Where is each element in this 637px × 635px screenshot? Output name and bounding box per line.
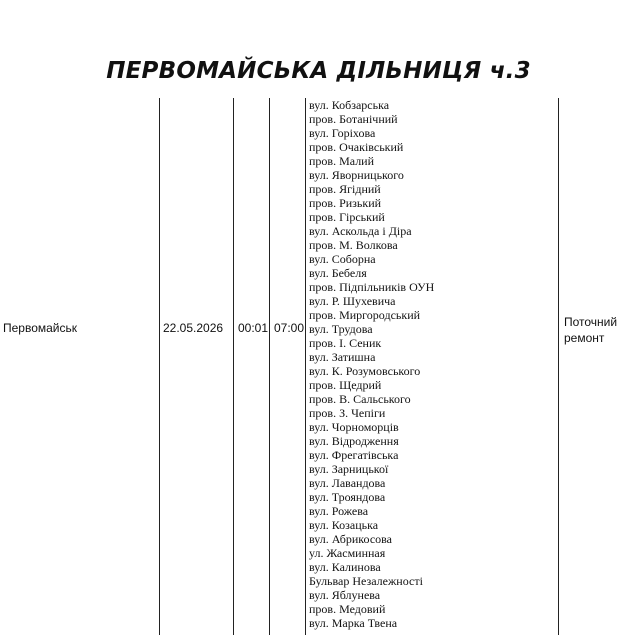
street-item: вул. Яблунева: [309, 588, 381, 602]
street-item: вул. Козацька: [309, 518, 379, 532]
street-item: пров. М. Волкова: [309, 238, 398, 252]
street-item: пров. Щедрий: [309, 378, 382, 392]
street-item: вул. Чорноморців: [309, 420, 399, 434]
street-item: вул. Зарницької: [309, 462, 389, 476]
street-item: пров. І. Сеник: [309, 336, 382, 350]
street-item: вул. К. Розумовського: [309, 364, 421, 378]
street-item: вул. Яворницького: [309, 168, 404, 182]
reason-cell: [564, 314, 617, 346]
street-item: вул. Абрикосова: [309, 532, 392, 546]
column-divider: [305, 98, 306, 635]
street-item: вул. Горіхова: [309, 126, 376, 140]
street-list: [309, 98, 555, 630]
page-title: ПЕРВОМАЙСЬКА ДІЛЬНИЦЯ ч.3: [106, 58, 531, 84]
column-divider: [269, 98, 270, 635]
time-to-cell: 07:00: [274, 321, 305, 335]
street-item: вул. Рожева: [309, 504, 369, 518]
street-item: вул. Фрегатівська: [309, 448, 399, 462]
street-item: ул. Жасминная: [309, 546, 386, 560]
street-item: вул. Відродження: [309, 434, 399, 448]
street-item: пров. Ягідний: [309, 182, 381, 196]
street-item: пров. Медовий: [309, 602, 386, 616]
street-item: пров. Гірський: [309, 210, 385, 224]
column-divider: [159, 98, 160, 635]
street-item: пров. Очаківський: [309, 140, 404, 154]
street-item: вул. Р. Шухевича: [309, 294, 396, 308]
street-item: вул. Калинова: [309, 560, 381, 574]
street-item: вул. Затишна: [309, 350, 376, 364]
street-item: пров. З. Чепіги: [309, 406, 386, 420]
street-item: вул. Трудова: [309, 322, 373, 336]
column-divider: [233, 98, 234, 635]
street-item: пров. Ботанічний: [309, 112, 398, 126]
street-item: пров. Підпільників ОУН: [309, 280, 435, 294]
street-item: Бульвар Незалежності: [309, 574, 423, 588]
street-item: вул. Лавандова: [309, 476, 386, 490]
street-item: пров. В. Сальського: [309, 392, 411, 406]
settlement-cell: Первомайськ: [3, 321, 78, 335]
street-item: вул. Бебеля: [309, 266, 367, 280]
date-cell: 22.05.2026: [163, 321, 224, 335]
street-item: вул. Трояндова: [309, 490, 386, 504]
reason-line: ремонт: [564, 331, 605, 345]
street-item: вул. Марка Твена: [309, 616, 398, 630]
street-item: пров. Ризький: [309, 196, 382, 210]
street-item: пров. Миргородський: [309, 308, 421, 322]
street-item: вул. Аскольда і Діра: [309, 224, 412, 238]
street-item: пров. Малий: [309, 154, 375, 168]
street-item: вул. Кобзарська: [309, 98, 390, 112]
reason-line: Поточний: [564, 315, 618, 329]
time-from-cell: 00:01: [238, 321, 269, 335]
street-item: вул. Соборна: [309, 252, 376, 266]
column-divider: [558, 98, 559, 635]
